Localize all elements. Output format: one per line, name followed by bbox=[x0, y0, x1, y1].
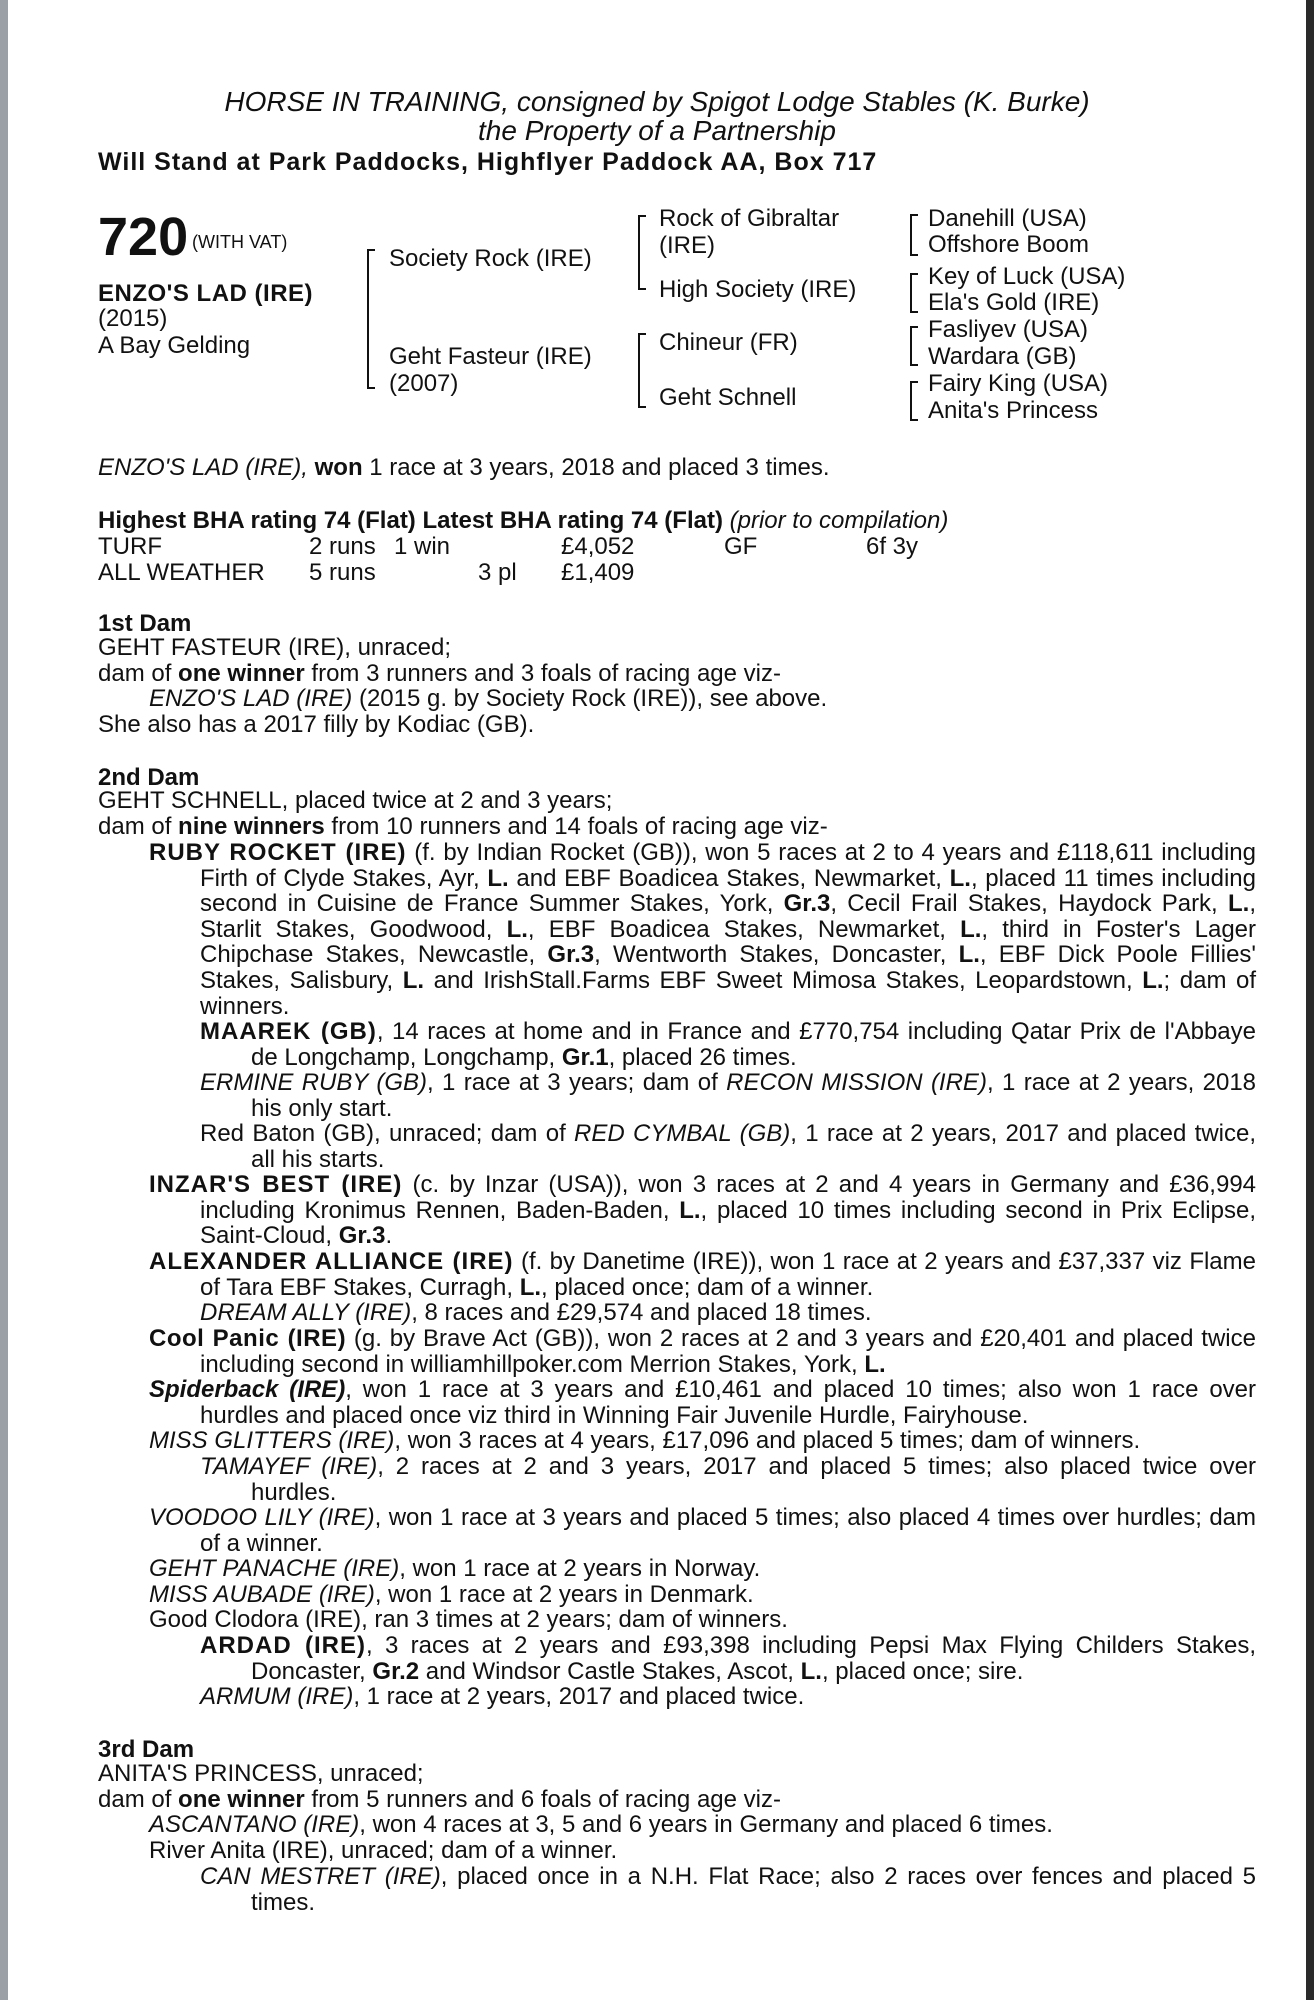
text: , won 1 race at 2 years in Denmark. bbox=[374, 1581, 754, 1608]
cool-panic-entry bbox=[149, 1326, 1256, 1377]
lot-number: 720 bbox=[98, 207, 189, 267]
text: , 1 race at 2 years, 2017 and placed twice, all his starts. bbox=[251, 1120, 1256, 1173]
text: , placed 26 times. bbox=[608, 1043, 797, 1071]
dream-ally-entry bbox=[200, 1300, 872, 1326]
horse-spiderback: Spiderback (IRE) bbox=[149, 1376, 346, 1403]
first-dam-foal bbox=[149, 686, 827, 712]
text: from 3 runners and 3 foals of racing age viz- bbox=[304, 660, 781, 687]
text: dam of bbox=[98, 1786, 179, 1813]
header-property: the Property of a Partnership bbox=[478, 115, 836, 146]
horse-tamayef: TAMAYEF (IRE) bbox=[200, 1453, 378, 1480]
first-dam-produce bbox=[98, 661, 781, 687]
pedigree-dam-dam: Geht Schnell bbox=[659, 384, 797, 411]
grade: L. bbox=[864, 1350, 886, 1378]
tamayef-entry bbox=[200, 1454, 1256, 1505]
grade: L. bbox=[506, 915, 528, 943]
text: , won 4 races at 3, 5 and 6 years in Germany and placed 6 times. bbox=[359, 1811, 1053, 1838]
grade: L. bbox=[1142, 966, 1164, 994]
text: (g. by Brave Act (GB)), won 2 races at 2 and 3 years and £20,401 and placed twice including second in williamhillpoker.com Merrion Stakes, York, bbox=[200, 1325, 1256, 1378]
text: , third in Foster's Lager Chipchase Stakes, Newcastle, bbox=[200, 915, 1256, 969]
grade: L. bbox=[519, 1273, 542, 1301]
turf-wins: 1 win bbox=[394, 533, 451, 560]
horse-geht-panache: GEHT PANACHE (IRE) bbox=[149, 1555, 400, 1582]
good-clodora-entry: Good Clodora (IRE), ran 3 times at 2 years; dam of winners. bbox=[149, 1606, 788, 1633]
text: , EBF Boadicea Stakes, Newmarket, bbox=[527, 915, 961, 943]
ermine-ruby-entry bbox=[200, 1070, 1256, 1121]
first-dam-line: GEHT FASTEUR (IRE), unraced; bbox=[98, 634, 451, 661]
horse-inzars-best: INZAR'S BEST (IRE) bbox=[149, 1171, 403, 1198]
aw-label: ALL WEATHER bbox=[98, 559, 265, 586]
all-weather-row bbox=[98, 559, 998, 585]
text: , 14 races at home and in France and £770,754 including Qatar Prix de l'Abbaye de Longchamp, Longchamp, bbox=[251, 1018, 1256, 1071]
bha-rating-note: (prior to compilation) bbox=[729, 507, 949, 534]
text: Red Baton (GB), unraced; dam of bbox=[200, 1120, 575, 1147]
grade: L. bbox=[800, 1657, 822, 1685]
text: , 2 races at 2 and 3 years, 2017 and placed 5 times; also placed twice over hurdles. bbox=[251, 1453, 1256, 1506]
pedigree-g2b: Ela's Gold (IRE) bbox=[928, 289, 1100, 316]
horse-year: (2015) bbox=[98, 305, 168, 332]
header-consignor: HORSE IN TRAINING, consigned by Spigot Lodge Stables (K. Burke) bbox=[224, 86, 1090, 117]
text: , 1 race at 2 years, 2018 his only start. bbox=[251, 1069, 1257, 1122]
text: , placed once; sire. bbox=[821, 1657, 1024, 1685]
grade: L. bbox=[1227, 890, 1250, 918]
text: , won 1 race at 3 years and £10,461 and placed 10 times; also won 1 race over hurdles and placed once viz third in Winning Fair Juvenile Hurdle, Fairyhouse. bbox=[200, 1376, 1257, 1429]
maarek-entry bbox=[200, 1019, 1256, 1070]
inzars-best-entry bbox=[149, 1172, 1256, 1249]
aw-places: 3 pl bbox=[478, 559, 517, 586]
horse-miss-aubade: MISS AUBADE (IRE) bbox=[149, 1581, 375, 1608]
horse-voodoo-lily: VOODOO LILY (IRE) bbox=[149, 1504, 375, 1531]
aw-runs: 5 runs bbox=[309, 559, 376, 586]
horse-miss-glitters: MISS GLITTERS (IRE) bbox=[149, 1427, 395, 1454]
pedigree-sire-sire: Rock of Gibraltar bbox=[659, 205, 840, 232]
second-dam-produce bbox=[98, 814, 828, 840]
turf-label: TURF bbox=[98, 533, 162, 560]
summary-name: ENZO'S LAD (IRE), bbox=[98, 454, 308, 481]
river-anita-entry: River Anita (IRE), unraced; dam of a winner. bbox=[149, 1837, 618, 1864]
miss-glitters-entry bbox=[149, 1428, 1140, 1454]
pedigree-g1a: Danehill (USA) bbox=[928, 205, 1087, 232]
pedigree-dam-year: (2007) bbox=[389, 370, 459, 397]
horse-alexander-alliance: ALEXANDER ALLIANCE (IRE) bbox=[149, 1248, 514, 1275]
miss-aubade-entry bbox=[149, 1582, 754, 1608]
turf-runs: 2 runs bbox=[309, 533, 376, 560]
grade: L. bbox=[487, 864, 509, 892]
horse-dream-ally: DREAM ALLY (IRE) bbox=[200, 1299, 412, 1326]
alexander-alliance-entry bbox=[149, 1249, 1256, 1300]
pedigree-brace-g3 bbox=[910, 326, 912, 366]
can-mestret-entry bbox=[200, 1864, 1256, 1915]
horse-cool-panic: Cool Panic (IRE) bbox=[149, 1325, 347, 1352]
ruby-rocket-entry bbox=[149, 840, 1256, 1019]
bold-text: nine winners bbox=[178, 813, 325, 840]
text: , Cecil Frail Stakes, Haydock Park, bbox=[830, 890, 1228, 918]
text: (f. by Indian Rocket (GB)), won 5 races at 2 to 4 years and £118,611 including Firth of Clyde Stakes, Ayr, bbox=[200, 839, 1257, 892]
text: , won 1 race at 2 years in Norway. bbox=[399, 1555, 761, 1582]
text: , won 1 race at 3 years and placed 5 times; also placed 4 times over hurdles; dam of a winner. bbox=[200, 1504, 1257, 1557]
first-dam-heading: 1st Dam bbox=[98, 610, 192, 637]
grade: L. bbox=[960, 915, 982, 943]
grade: Gr.3 bbox=[338, 1222, 386, 1250]
voodoo-lily-entry bbox=[149, 1505, 1256, 1556]
horse-ermine-ruby: ERMINE RUBY (GB) bbox=[200, 1069, 428, 1096]
pedigree-g3b: Wardara (GB) bbox=[928, 343, 1077, 370]
horse-name: ENZO'S LAD (IRE) bbox=[98, 280, 314, 307]
horse-red-cymbal: RED CYMBAL (GB) bbox=[574, 1120, 791, 1147]
horse-can-mestret: CAN MESTRET (IRE) bbox=[200, 1863, 441, 1890]
pedigree-g2a: Key of Luck (USA) bbox=[928, 263, 1126, 290]
text: and IrishStall.Farms EBF Sweet Mimosa Stakes, Leopardstown, bbox=[424, 966, 1143, 994]
bha-rating bbox=[98, 508, 948, 534]
pedigree-dam-sire: Chineur (FR) bbox=[659, 329, 798, 356]
turf-row bbox=[98, 533, 998, 559]
third-dam-produce bbox=[98, 1787, 781, 1813]
spiderback-entry bbox=[149, 1377, 1256, 1428]
grade: Gr.2 bbox=[372, 1657, 420, 1685]
horse-armum: ARMUM (IRE) bbox=[200, 1683, 354, 1710]
grade: L. bbox=[958, 941, 980, 969]
grade: L. bbox=[679, 1196, 701, 1224]
foal-name: ENZO'S LAD (IRE) bbox=[149, 685, 353, 712]
text: dam of bbox=[98, 660, 179, 687]
race-summary bbox=[98, 455, 830, 481]
pedigree-brace-sire bbox=[638, 215, 640, 290]
horse-description: A Bay Gelding bbox=[98, 332, 251, 359]
text: (f. by Danetime (IRE)), won 1 race at 2 years and £37,337 viz Flame of Tara EBF Stakes, Curragh, bbox=[200, 1248, 1256, 1301]
text: , placed 10 times including second in Prix Eclipse, Saint-Cloud, bbox=[200, 1196, 1256, 1250]
text: (c. by Inzar (USA)), won 3 races at 2 and 4 years in Germany and £36,994 including Kronimus Rennen, Baden-Baden, bbox=[200, 1171, 1257, 1224]
text: , placed once; dam of a winner. bbox=[541, 1273, 874, 1301]
text: ; dam of winners. bbox=[200, 966, 1257, 1020]
summary-text: 1 race at 3 years, 2018 and placed 3 times. bbox=[362, 454, 830, 481]
grade: L. bbox=[402, 966, 425, 994]
first-dam-note: She also has a 2017 filly by Kodiac (GB). bbox=[98, 711, 535, 738]
text: from 10 runners and 14 foals of racing age viz- bbox=[324, 813, 828, 840]
header-location: Will Stand at Park Paddocks, Highflyer Paddock AA, Box 717 bbox=[98, 148, 878, 176]
second-dam-heading: 2nd Dam bbox=[98, 764, 200, 791]
text: , won 3 races at 4 years, £17,096 and placed 5 times; dam of winners. bbox=[394, 1427, 1141, 1454]
armum-entry bbox=[200, 1684, 804, 1710]
third-dam-line: ANITA'S PRINCESS, unraced; bbox=[98, 1760, 424, 1787]
text: , Wentworth Stakes, Doncaster, bbox=[594, 941, 959, 969]
pedigree-brace-main bbox=[367, 249, 369, 389]
horse-ascantano: ASCANTANO (IRE) bbox=[149, 1811, 360, 1838]
text: , 3 races at 2 years and £93,398 including Pepsi Max Flying Childers Stakes, Doncaster, bbox=[251, 1632, 1256, 1685]
grade: L. bbox=[949, 864, 971, 892]
text: , Starlit Stakes, Goodwood, bbox=[200, 890, 1256, 943]
text: (2015 g. by Society Rock (IRE)), see above. bbox=[352, 685, 828, 712]
pedigree-g4b: Anita's Princess bbox=[928, 397, 1098, 424]
text: and EBF Boadicea Stakes, Newmarket, bbox=[508, 864, 950, 892]
horse-maarek: MAAREK (GB) bbox=[200, 1018, 377, 1045]
left-edge-strip bbox=[0, 0, 8, 2000]
turf-distance: 6f 3y bbox=[866, 533, 919, 560]
bold-text: one winner bbox=[178, 660, 305, 687]
pedigree-sire-sire-country: (IRE) bbox=[659, 232, 715, 259]
ardad-entry bbox=[200, 1633, 1256, 1684]
bha-rating-bold: Highest BHA rating 74 (Flat) Latest BHA rating 74 (Flat) bbox=[98, 507, 723, 534]
pedigree-g1b: Offshore Boom bbox=[928, 231, 1089, 258]
text: , 1 race at 2 years, 2017 and placed twice. bbox=[353, 1683, 805, 1710]
pedigree-brace-g2 bbox=[910, 273, 912, 313]
text: , 1 race at 3 years; dam of bbox=[427, 1069, 727, 1096]
third-dam-heading: 3rd Dam bbox=[98, 1736, 195, 1763]
pedigree-g4a: Fairy King (USA) bbox=[928, 370, 1109, 397]
bold-text: one winner bbox=[178, 1786, 305, 1813]
text: , placed 11 times including second in Cuisine de France Summer Stakes, York, bbox=[200, 864, 1257, 918]
text: and Windsor Castle Stakes, Ascot, bbox=[419, 1657, 801, 1685]
turf-going: GF bbox=[724, 533, 758, 560]
summary-won: won bbox=[314, 454, 363, 481]
ascantano-entry bbox=[149, 1812, 1053, 1838]
turf-prize: £4,052 bbox=[561, 533, 635, 560]
pedigree-brace-g1 bbox=[910, 214, 912, 256]
grade: Gr.3 bbox=[547, 941, 595, 969]
pedigree-sire-dam: High Society (IRE) bbox=[659, 276, 857, 303]
text: , EBF Dick Poole Fillies' Stakes, Salisbury, bbox=[200, 941, 1257, 994]
second-dam-line: GEHT SCHNELL, placed twice at 2 and 3 years; bbox=[98, 787, 613, 814]
pedigree-brace-g4 bbox=[910, 381, 912, 421]
text: from 5 runners and 6 foals of racing age viz- bbox=[304, 1786, 781, 1813]
grade: Gr.3 bbox=[783, 890, 831, 918]
pedigree-dam: Geht Fasteur (IRE) bbox=[389, 343, 592, 370]
text: , placed once in a N.H. Flat Race; also 2 races over fences and placed 5 times. bbox=[251, 1863, 1256, 1916]
pedigree-brace-dam bbox=[638, 333, 640, 408]
right-edge-strip bbox=[1306, 0, 1314, 2000]
text: . bbox=[385, 1222, 393, 1250]
horse-ardad: ARDAD (IRE) bbox=[200, 1632, 366, 1659]
red-baton-entry bbox=[200, 1121, 1256, 1172]
aw-prize: £1,409 bbox=[561, 559, 635, 586]
text: dam of bbox=[98, 813, 179, 840]
grade: Gr.1 bbox=[561, 1043, 609, 1071]
horse-recon-mission: RECON MISSION (IRE) bbox=[726, 1069, 987, 1096]
pedigree-g3a: Fasliyev (USA) bbox=[928, 316, 1089, 343]
geht-panache-entry bbox=[149, 1556, 760, 1582]
text: , 8 races and £29,574 and placed 18 times. bbox=[411, 1299, 872, 1326]
horse-ruby-rocket: RUBY ROCKET (IRE) bbox=[149, 839, 407, 866]
pedigree-sire: Society Rock (IRE) bbox=[389, 245, 592, 272]
lot-vat: (WITH VAT) bbox=[192, 232, 288, 252]
